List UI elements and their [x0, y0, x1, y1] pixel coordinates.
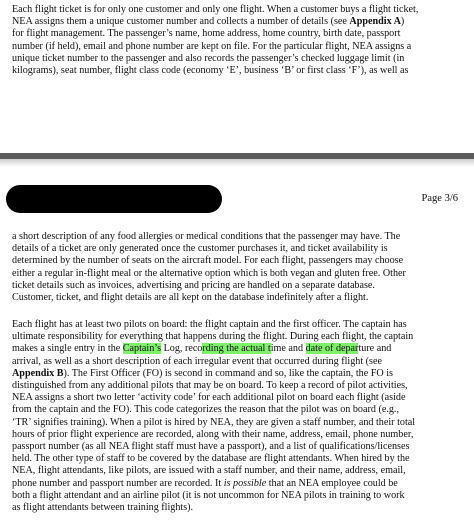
emphasis-is-possible: is possible	[223, 477, 267, 489]
text-line: NEA assigns them a unique customer number and collects a number of details (see Appendix A)	[12, 16, 405, 28]
text-line: ‘TR’ signifies training). When a pilot is hired by NEA, they are given a staff number, and their total	[12, 416, 416, 428]
text-line: NEA, flight attendants, like pilots, are issued with a staff number, and their name, address, email,	[12, 465, 406, 477]
text-line: Each flight ticket is for only one customer and only one flight. When a customer buys a flight ticket,	[12, 4, 419, 15]
text-line: details of a ticket are only generated once the customer purchases it, and ticket availability is	[12, 243, 388, 255]
pilots-paragraph	[12, 319, 460, 514]
text-line: as flight attendants between training flights).	[12, 502, 194, 514]
text-line: number (if held), email and phone number are kept on file. For the particular flight, NEA assigns a	[12, 40, 412, 52]
text-line: NEA assigns a short two letter ‘activity code’ for each additional pilot on board each flight (aside	[12, 392, 406, 404]
text-line: phone number and passport number are recorded. It is possible that an NEA employee could be	[12, 477, 398, 489]
page-number: Page 3/6	[421, 193, 458, 204]
text-line: held. The other type of staff to be covered by the database are flight attendants. When hired by the	[12, 453, 410, 465]
text-line: Appendix B). The First Officer (FO) is second in command and so, like the captain, the FO is	[12, 367, 393, 379]
text-line: ultimate responsibility for everything that happens during the flight. During each flight, the captain	[12, 331, 414, 343]
text-line: unique ticket number to the passenger and also records the passenger’s checked luggage limit (in	[12, 52, 405, 64]
text-line: hours of prior flight experience are recorded, along with their name, address, email, phone number,	[12, 428, 414, 440]
highlight-actual-time: rding the actual t	[202, 343, 271, 355]
text-line: for flight management. The passenger’s name, home address, home country, birth date, passport	[12, 28, 401, 40]
text-line: both a flight attendant and an airline pilot (it is not uncommon for NEA pilots in training to work	[12, 489, 405, 501]
redaction-block	[6, 185, 222, 213]
text-line: Each flight has at least two pilots on board: the flight captain and the first officer. The captain has	[12, 319, 407, 330]
text-line: a short description of any food allergies or medical conditions that the passenger may have. The	[12, 231, 401, 242]
text-line: passport number (as all NEA flight staff must have a passport), and a list of qualifications/licenses	[12, 441, 410, 453]
text-line: from the captain and the FO). This code categorizes the reason that the pilot was on board (e.g.,	[12, 404, 399, 416]
text-line: distinguished from any additional pilots that may be on board. To keep a record of pilot activities,	[12, 380, 408, 392]
top-paragraph	[12, 4, 460, 77]
appendix-a-reference: Appendix A	[349, 16, 401, 28]
page-divider	[0, 153, 474, 159]
text-line: kilograms), seat number, flight class code (economy ‘E’, business ‘B’ or first class ‘F’), as well as	[12, 65, 409, 77]
highlight-captains: Captain’s	[122, 343, 162, 355]
appendix-b-reference: Appendix B	[12, 367, 64, 379]
text-line: determined by the number of seats on the aircraft model. For each flight, passengers may choose	[12, 255, 404, 267]
text-line: Customer, ticket, and flight details are all kept on the database indefinitely after a flight.	[12, 292, 369, 304]
text-line: ticket details such as invoices, advertising and pricing are handled on a separate database.	[12, 279, 375, 291]
text-line: arrival, as well as a short description of each irregular event that occurred during flight (see	[12, 355, 382, 367]
highlight-date-of-departure: date of depar	[305, 343, 359, 355]
food-paragraph	[12, 231, 460, 304]
text-line: makes a single entry in the Captain’s Log, recording the actual time and date of departure and	[12, 343, 392, 355]
text-line: either a regular in-flight meal or the alternative option which is both vegan and gluten free. Other	[12, 267, 406, 279]
